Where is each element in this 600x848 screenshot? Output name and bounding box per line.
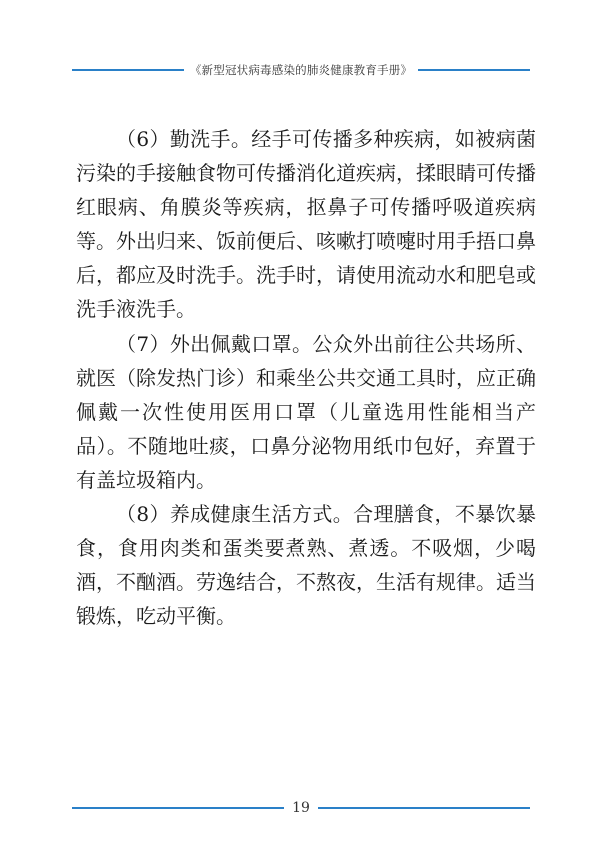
paragraph-hand-washing: （6）勤洗手。经手可传播多种疾病，如被病菌污染的手接触食物可传播消化道疾病，揉眼睛可传播红眼病、角膜炎等疾病，抠鼻子可传播呼吸道疾病等。外出归来、饭前便后、咳嗽打喷嚏时用手捂口鼻后，都应及时洗手。洗手时，请使用流动水和肥皂或洗手液洗手。 [76,127,536,322]
paragraph-wear-mask: （7）外出佩戴口罩。公众外出前往公共场所、就医（除发热门诊）和乘坐公共交通工具时，应正确佩戴一次性使用医用口罩（儿童选用性能相当产品）。不随地吐痰，口鼻分泌物用纸巾包好，弃置于有盖垃圾箱内。 [76,331,536,492]
paragraph-healthy-lifestyle: （8）养成健康生活方式。合理膳食，不暴饮暴食，食用肉类和蛋类要煮熟、煮透。不吸烟，少喝酒，不酗酒。劳逸结合，不熬夜，生活有规律。适当锻炼，吃动平衡。 [76,502,536,629]
header-rule-left [72,69,184,71]
page-number: 19 [292,800,310,816]
body-text [76,122,536,633]
footer-rule-left [72,807,284,809]
running-title: 《新型冠状病毒感染的肺炎健康教育手册》 [189,63,413,77]
page-footer [72,797,530,819]
footer-rule-right [318,807,530,809]
page-header [72,62,530,78]
header-rule-right [418,69,530,71]
